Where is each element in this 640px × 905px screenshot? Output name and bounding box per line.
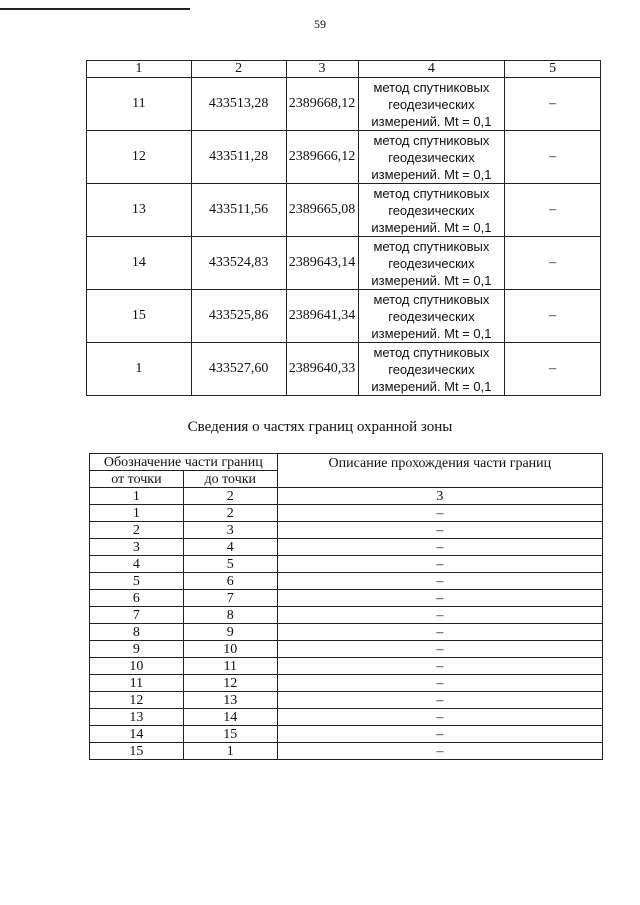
- y-coordinate-cell: 2389643,14: [286, 237, 358, 290]
- table-row: [87, 184, 601, 237]
- method-line: метод спутниковых: [373, 238, 490, 254]
- description-cell: –: [277, 641, 602, 658]
- page-number: 59: [314, 17, 326, 31]
- x-coordinate-cell: 433527,60: [191, 343, 286, 396]
- to-point-cell: 1: [183, 743, 277, 760]
- method-line: геодезических: [388, 255, 475, 271]
- to-point-cell: 14: [183, 709, 277, 726]
- description-cell: –: [277, 573, 602, 590]
- y-coordinate-cell: 2389665,08: [286, 184, 358, 237]
- from-point-cell: 10: [90, 658, 184, 675]
- to-point-cell: 2: [183, 505, 277, 522]
- point-number-cell: 1: [87, 343, 192, 396]
- table-row: [90, 658, 603, 675]
- from-point-cell: 15: [90, 743, 184, 760]
- column-number-row: [90, 488, 603, 505]
- to-point-cell: 4: [183, 539, 277, 556]
- point-number-cell: 12: [87, 131, 192, 184]
- column-number: 1: [87, 61, 192, 78]
- to-point-cell: 6: [183, 573, 277, 590]
- y-coordinate-cell: 2389668,12: [286, 78, 358, 131]
- column-number: 2: [183, 488, 277, 505]
- table-row: [87, 237, 601, 290]
- method-line: геодезических: [388, 202, 475, 218]
- from-point-cell: 11: [90, 675, 184, 692]
- description-cell: –: [277, 709, 602, 726]
- table-row: [90, 743, 603, 760]
- x-coordinate-cell: 433513,28: [191, 78, 286, 131]
- method-line: измерений. Mt = 0,1: [371, 113, 492, 129]
- boundary-parts-table: [89, 453, 603, 760]
- note-cell: –: [505, 343, 601, 396]
- table-row: [87, 290, 601, 343]
- method-line: геодезических: [388, 308, 475, 324]
- method-cell: [358, 237, 505, 290]
- from-point-cell: 1: [90, 505, 184, 522]
- column-number: 2: [191, 61, 286, 78]
- x-coordinate-cell: 433524,83: [191, 237, 286, 290]
- table-row: [87, 131, 601, 184]
- from-point-cell: 6: [90, 590, 184, 607]
- x-coordinate-cell: 433525,86: [191, 290, 286, 343]
- to-point-cell: 12: [183, 675, 277, 692]
- from-point-cell: 7: [90, 607, 184, 624]
- method-line: измерений. Mt = 0,1: [371, 219, 492, 235]
- method-cell: [358, 290, 505, 343]
- point-number-cell: 11: [87, 78, 192, 131]
- column-number-row: [87, 61, 601, 78]
- column-number: 4: [358, 61, 505, 78]
- from-point-cell: 9: [90, 641, 184, 658]
- y-coordinate-cell: 2389640,33: [286, 343, 358, 396]
- from-point-cell: 4: [90, 556, 184, 573]
- x-coordinate-cell: 433511,28: [191, 131, 286, 184]
- description-cell: –: [277, 539, 602, 556]
- method-line: метод спутниковых: [373, 132, 490, 148]
- to-point-cell: 13: [183, 692, 277, 709]
- from-point-cell: 12: [90, 692, 184, 709]
- to-point-cell: 5: [183, 556, 277, 573]
- method-line: метод спутниковых: [373, 291, 490, 307]
- point-number-cell: 14: [87, 237, 192, 290]
- to-point-cell: 3: [183, 522, 277, 539]
- table-row: [90, 709, 603, 726]
- method-line: геодезических: [388, 361, 475, 377]
- to-point-header: до точки: [183, 471, 277, 488]
- description-cell: –: [277, 726, 602, 743]
- to-point-cell: 10: [183, 641, 277, 658]
- note-cell: –: [505, 290, 601, 343]
- description-cell: –: [277, 692, 602, 709]
- table-row: [90, 692, 603, 709]
- table-row: [90, 726, 603, 743]
- from-point-cell: 3: [90, 539, 184, 556]
- table-row: [87, 78, 601, 131]
- method-line: геодезических: [388, 96, 475, 112]
- column-number: 3: [277, 488, 602, 505]
- method-cell: [358, 184, 505, 237]
- to-point-cell: 15: [183, 726, 277, 743]
- table-row: [90, 624, 603, 641]
- method-cell: [358, 131, 505, 184]
- method-line: измерений. Mt = 0,1: [371, 378, 492, 394]
- method-line: измерений. Mt = 0,1: [371, 325, 492, 341]
- method-line: метод спутниковых: [373, 185, 490, 201]
- note-cell: –: [505, 184, 601, 237]
- x-coordinate-cell: 433511,56: [191, 184, 286, 237]
- section-title: Сведения о частях границ охранной зоны: [187, 419, 453, 435]
- table-row: [90, 675, 603, 692]
- description-cell: –: [277, 590, 602, 607]
- column-number: 5: [505, 61, 601, 78]
- description-cell: –: [277, 743, 602, 760]
- method-line: метод спутниковых: [373, 79, 490, 95]
- point-number-cell: 13: [87, 184, 192, 237]
- group-header-row: [90, 454, 603, 471]
- from-point-header: от точки: [90, 471, 184, 488]
- method-line: метод спутниковых: [373, 344, 490, 360]
- note-cell: –: [505, 131, 601, 184]
- from-point-cell: 2: [90, 522, 184, 539]
- note-cell: –: [505, 237, 601, 290]
- to-point-cell: 7: [183, 590, 277, 607]
- method-line: геодезических: [388, 149, 475, 165]
- to-point-cell: 11: [183, 658, 277, 675]
- coordinates-table: [86, 60, 601, 396]
- method-line: измерений. Mt = 0,1: [371, 272, 492, 288]
- from-point-cell: 13: [90, 709, 184, 726]
- description-cell: –: [277, 675, 602, 692]
- method-line: измерений. Mt = 0,1: [371, 166, 492, 182]
- boundary-description-header: Описание прохождения части границ: [277, 454, 602, 488]
- column-number: 3: [286, 61, 358, 78]
- from-point-cell: 5: [90, 573, 184, 590]
- to-point-cell: 9: [183, 624, 277, 641]
- table-row: [90, 641, 603, 658]
- note-cell: –: [505, 78, 601, 131]
- table-row: [90, 607, 603, 624]
- method-cell: [358, 78, 505, 131]
- method-cell: [358, 343, 505, 396]
- table-row: [90, 556, 603, 573]
- table-row: [90, 590, 603, 607]
- boundary-part-designation-header: Обозначение части границ: [90, 454, 278, 471]
- point-number-cell: 15: [87, 290, 192, 343]
- table-row: [90, 505, 603, 522]
- y-coordinate-cell: 2389641,34: [286, 290, 358, 343]
- from-point-cell: 14: [90, 726, 184, 743]
- table-row: [90, 573, 603, 590]
- column-number: 1: [90, 488, 184, 505]
- table-row: [90, 539, 603, 556]
- description-cell: –: [277, 522, 602, 539]
- description-cell: –: [277, 607, 602, 624]
- table-row: [90, 522, 603, 539]
- y-coordinate-cell: 2389666,12: [286, 131, 358, 184]
- description-cell: –: [277, 624, 602, 641]
- description-cell: –: [277, 556, 602, 573]
- table-row: [87, 343, 601, 396]
- description-cell: –: [277, 658, 602, 675]
- to-point-cell: 8: [183, 607, 277, 624]
- from-point-cell: 8: [90, 624, 184, 641]
- description-cell: –: [277, 505, 602, 522]
- top-rule: [0, 8, 190, 10]
